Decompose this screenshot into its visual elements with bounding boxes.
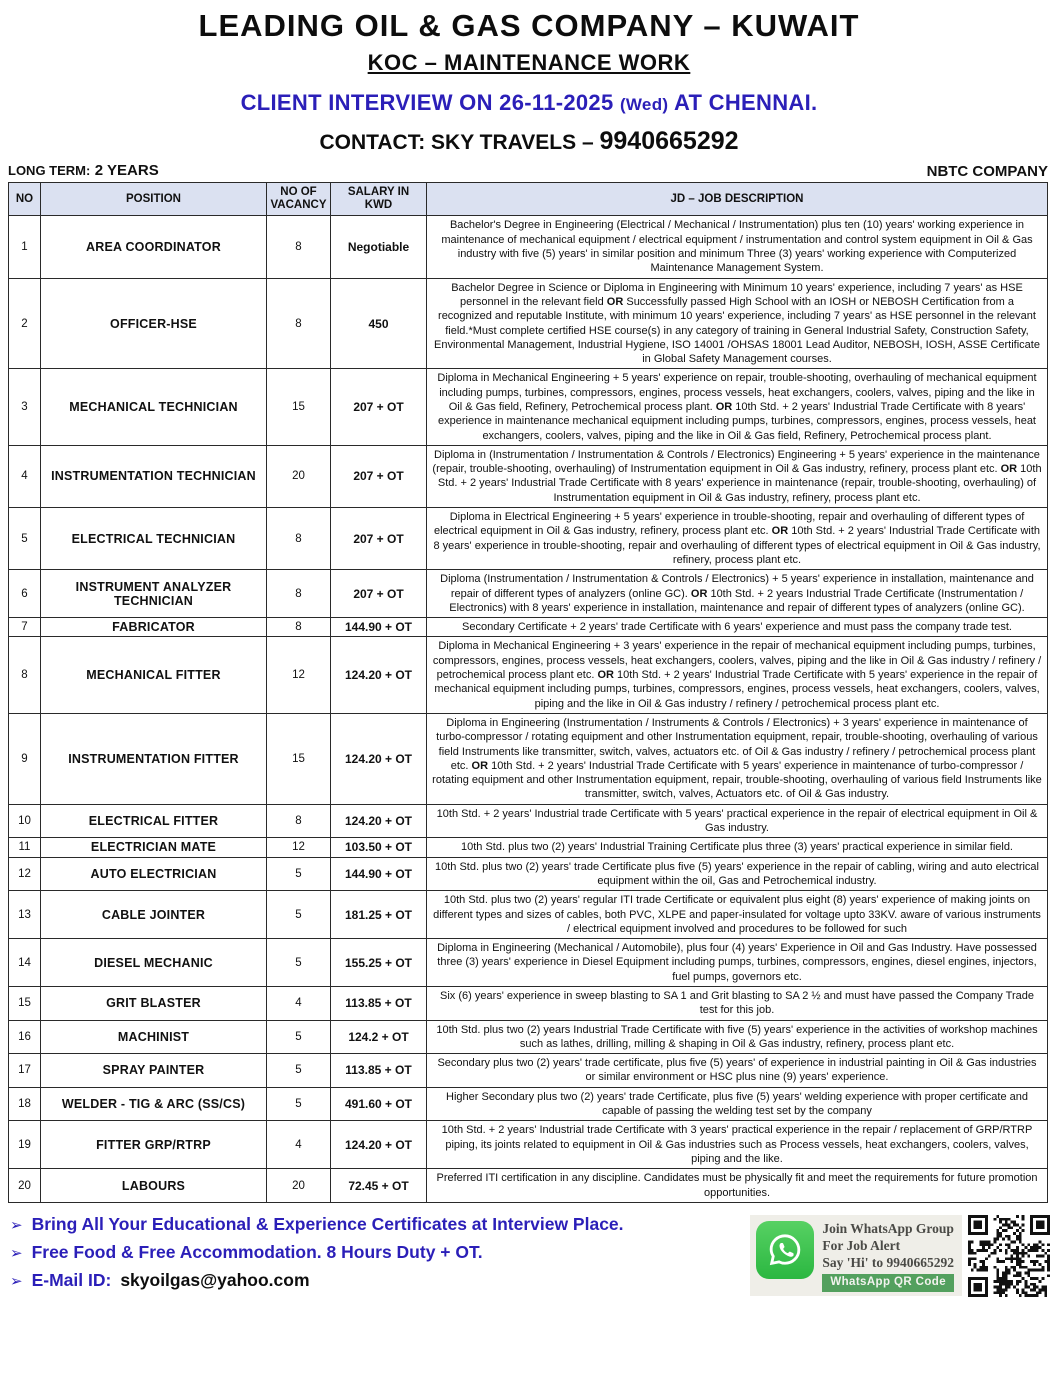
email-address: skyoilgas@yahoo.com (120, 1269, 310, 1290)
salary-value: 207 + OT (331, 445, 427, 507)
note-email (10, 1270, 750, 1291)
salary-value: 103.50 + OT (331, 838, 427, 857)
salary-value: 144.90 + OT (331, 618, 427, 637)
salary-value: 207 + OT (331, 508, 427, 570)
position-name: FITTER GRP/RTRP (41, 1121, 267, 1169)
job-description: Preferred ITI certification in any discipline. Candidates must be physically fit and meet the requirements for future promotion opportunities. (427, 1169, 1048, 1203)
salary-value: 72.45 + OT (331, 1169, 427, 1203)
position-name: ELECTRICAL TECHNICIAN (41, 508, 267, 570)
vacancy-count: 5 (267, 891, 331, 939)
salary-value: 124.2 + OT (331, 1020, 427, 1054)
job-description: Diploma in Engineering (Mechanical / Automobile), plus four (4) years' Experience in Oil and Gas Industry. Have possessed three (3) years' experience in Diesel Equipment including pumps, turbines, compressors, engines, diesel engines, injectors, fuel pumps, governors etc. (427, 939, 1048, 987)
footer-notes (8, 1211, 750, 1298)
position-name: INSTRUMENTATION FITTER (41, 713, 267, 804)
table-row (9, 1054, 1048, 1088)
position-name: OFFICER-HSE (41, 278, 267, 369)
job-description: 10th Std. plus two (2) years' trade Certificate plus five (5) years' experience in the repair of cabling, wiring and auto electrical equipment within the oil, Gas and Petrochemical industry. (427, 857, 1048, 891)
vacancy-count: 12 (267, 838, 331, 857)
vacancy-count: 5 (267, 939, 331, 987)
job-description: Diploma in Mechanical Engineering + 3 years' experience in the repair of mechanical equipment including pumps, turbines, compressors, engines, process vessels, heat exchangers, coolers, valves, piping and the like in Oil & Gas industry / refinery / petrochemical process plant etc. OR 10th Std. + 2 years' Industrial Trade Certificate with 5 years' experience in the repair of mechanical equipment including pumps, turbines, compressors, engines, process vessels, heat exchangers, coolers, valves, piping and the like in Oil & Gas industry / refinery / petrochemical process plant etc. (427, 637, 1048, 713)
row-number: 10 (9, 804, 41, 838)
job-description: 10th Std. plus two (2) years Industrial Trade Certificate with five (5) years' experience in the activities of workshop machines such as lathes, drilling, milling & shaping in Oil & Gas industry, refinery, process plant etc. (427, 1020, 1048, 1054)
interview-day: (Wed) (619, 95, 669, 114)
page-title: LEADING OIL & GAS COMPANY – KUWAIT (198, 8, 860, 43)
whatsapp-icon (756, 1221, 814, 1279)
salary-value: 124.20 + OT (331, 1121, 427, 1169)
row-number: 1 (9, 216, 41, 278)
salary-value: Negotiable (331, 216, 427, 278)
whatsapp-section (750, 1215, 1050, 1297)
table-row (9, 369, 1048, 445)
table-row (9, 1020, 1048, 1054)
note-text: Free Food & Free Accommodation. 8 Hours Duty + OT. (31, 1241, 483, 1262)
table-row (9, 637, 1048, 713)
position-name: INSTRUMENTATION TECHNICIAN (41, 445, 267, 507)
job-description: 10th Std. + 2 years' Industrial trade Certificate with 5 years' practical experience in the repair of electrical equipment in Oil & Gas industry. (427, 804, 1048, 838)
job-description: 10th Std. plus two (2) years' regular ITI trade Certificate or equivalent plus eight (8) years' experience of making joints on different types and sizes of cables, both PVC, XLPE and paper-insulated for voltage upto 33KV. aware of various instruments / electrical equipment involved and procedures to be followed for such (427, 891, 1048, 939)
interview-prefix: CLIENT INTERVIEW ON 26-11-2025 (240, 90, 614, 115)
job-description: 10th Std. plus two (2) years' Industrial Training Certificate plus three (3) years' practical experience in similar field. (427, 838, 1048, 857)
whatsapp-line1: Join WhatsApp Group (822, 1220, 954, 1236)
table-row (9, 891, 1048, 939)
row-number: 3 (9, 369, 41, 445)
position-name: MECHANICAL FITTER (41, 637, 267, 713)
term-info (8, 162, 159, 180)
salary-value: 113.85 + OT (331, 1054, 427, 1088)
position-name: DIESEL MECHANIC (41, 939, 267, 987)
vacancy-count: 5 (267, 857, 331, 891)
note-text: Bring All Your Educational & Experience Certificates at Interview Place. (31, 1213, 624, 1234)
position-name: AREA COORDINATOR (41, 216, 267, 278)
row-number: 19 (9, 1121, 41, 1169)
job-description: 10th Std. + 2 years' Industrial trade Certificate with 3 years' practical experience in the repair / replacement of GRP/RTRP piping, its joints related to equipment in Oil & Gas industries such as Process vessels, heat exchangers, coolers, valves, piping and the like. (427, 1121, 1048, 1169)
position-name: INSTRUMENT ANALYZER TECHNICIAN (41, 570, 267, 618)
table-row (9, 570, 1048, 618)
interview-suffix: AT CHENNAI. (673, 90, 818, 115)
note-food-accommodation (10, 1242, 750, 1263)
table-row (9, 804, 1048, 838)
job-description: Six (6) years' experience in sweep blasting to SA 1 and Grit blasting to SA 2 ½ and must have passed the Company Trade test for this job. (427, 986, 1048, 1020)
salary-value: 124.20 + OT (331, 804, 427, 838)
vacancy-count: 15 (267, 369, 331, 445)
job-description: Diploma in Electrical Engineering + 5 years' experience in trouble-shooting, repair and overhauling of different types of electrical equipment in Oil & Gas industry, refinery, process plant etc. OR 10th Std. + 2 years' Industrial Trade Certificate with 8 years' experience in trouble-shooting, repair and overhauling of different types of electrical equipment in Oil & Gas industry, refinery, process plant etc. (427, 508, 1048, 570)
whatsapp-qr-badge: WhatsApp QR Code (822, 1274, 954, 1291)
vacancy-count: 5 (267, 1054, 331, 1088)
row-number: 18 (9, 1087, 41, 1121)
vacancy-count: 12 (267, 637, 331, 713)
salary-value: 124.20 + OT (331, 637, 427, 713)
col-header-no: NO (9, 183, 41, 216)
salary-value: 207 + OT (331, 570, 427, 618)
row-number: 6 (9, 570, 41, 618)
row-number: 13 (9, 891, 41, 939)
whatsapp-line2: For Job Alert (822, 1237, 901, 1253)
table-row (9, 986, 1048, 1020)
whatsapp-line3: Say 'Hi' to 9940665292 (822, 1254, 954, 1270)
salary-value: 124.20 + OT (331, 713, 427, 804)
position-name: WELDER - TIG & ARC (SS/CS) (41, 1087, 267, 1121)
row-number: 5 (9, 508, 41, 570)
arrow-bullet-icon: ➢ (10, 1216, 23, 1234)
table-row (9, 278, 1048, 369)
vacancy-count: 8 (267, 508, 331, 570)
table-row (9, 1087, 1048, 1121)
row-number: 20 (9, 1169, 41, 1203)
table-row (9, 1121, 1048, 1169)
row-number: 11 (9, 838, 41, 857)
position-name: AUTO ELECTRICIAN (41, 857, 267, 891)
position-name: ELECTRICIAN MATE (41, 838, 267, 857)
position-name: SPRAY PAINTER (41, 1054, 267, 1088)
note-certificates (10, 1214, 750, 1235)
table-row (9, 216, 1048, 278)
job-description: Secondary Certificate + 2 years' trade Certificate with 6 years' experience and must pass the company trade test. (427, 618, 1048, 637)
vacancy-count: 8 (267, 570, 331, 618)
position-name: FABRICATOR (41, 618, 267, 637)
term-value: 2 YEARS (94, 162, 159, 179)
row-number: 14 (9, 939, 41, 987)
arrow-bullet-icon: ➢ (10, 1244, 23, 1262)
table-row (9, 713, 1048, 804)
job-description: Diploma in Mechanical Engineering + 5 years' experience on repair, trouble-shooting, overhauling of mechanical equipment including pumps, turbines, compressors, engines, process vessels, heat exchangers, coolers, valves, piping and the like in Oil & Gas field, Refinery, Petrochemical process plant. OR 10th Std. + 2 years' Industrial Trade Certificate with 8 years' experience in maintenance mechanical equipment including pumps, turbines, compressors, engines, process vessels, heat exchangers, coolers, valves, piping and the like in Oil & Gas field, Refinery, Petrochemical process plant. (427, 369, 1048, 445)
col-header-salary: SALARY IN KWD (331, 183, 427, 216)
term-label: LONG TERM: (8, 163, 91, 178)
table-row (9, 618, 1048, 637)
table-row (9, 445, 1048, 507)
position-name: MACHINIST (41, 1020, 267, 1054)
interview-line (0, 90, 1058, 116)
vacancy-count: 8 (267, 618, 331, 637)
vacancy-count: 4 (267, 1121, 331, 1169)
page-subtitle: KOC – MAINTENANCE WORK (367, 50, 691, 75)
document-footer (0, 1203, 1058, 1304)
table-header-row (9, 183, 1048, 216)
company-name: NBTC COMPANY (926, 163, 1048, 180)
col-header-vacancy: NO OF VACANCY (267, 183, 331, 216)
salary-value: 450 (331, 278, 427, 369)
salary-value: 207 + OT (331, 369, 427, 445)
job-description: Higher Secondary plus two (2) years' trade Certificate, plus five (5) years' welding experience with proper certificate and capable of passing the welding test set by the company (427, 1087, 1048, 1121)
position-name: MECHANICAL TECHNICIAN (41, 369, 267, 445)
job-table-body (9, 216, 1048, 1202)
job-description: Bachelor Degree in Science or Diploma in Engineering with Minimum 10 years' experience, including 7 years' as HSE personnel in the relevant field OR Successfully passed High School with an IOSH or NEBOSH Certification from a recognized and reputable Institute, with minimum 10 years' experience, including 7 years' as HSE personnel in the relevant field.*Must complete certified HSE course(s) in any category of training in General Industrial Safety, Construction Safety, Environmental Management, Industrial Hygiene, ISO 14001 /OHSAS 18001 Lead Auditor, NEBOSH, IOSH, ASSE Certificate in Global Safety Management courses. (427, 278, 1048, 369)
row-number: 8 (9, 637, 41, 713)
table-row (9, 1169, 1048, 1203)
job-description: Secondary plus two (2) years' trade certificate, plus five (5) years' of experience in industrial painting in Oil & Gas industries or similar environment or HSC plus nine (9) years' experience. (427, 1054, 1048, 1088)
vacancy-count: 8 (267, 804, 331, 838)
col-header-position: POSITION (41, 183, 267, 216)
salary-value: 181.25 + OT (331, 891, 427, 939)
arrow-bullet-icon: ➢ (10, 1272, 23, 1290)
whatsapp-qr-code (968, 1215, 1050, 1297)
salary-value: 491.60 + OT (331, 1087, 427, 1121)
position-name: GRIT BLASTER (41, 986, 267, 1020)
salary-value: 144.90 + OT (331, 857, 427, 891)
table-row (9, 857, 1048, 891)
row-number: 7 (9, 618, 41, 637)
email-label: E-Mail ID: (31, 1269, 112, 1290)
contact-line (0, 127, 1058, 156)
table-row (9, 939, 1048, 987)
job-description: Diploma in Engineering (Instrumentation / Instruments & Controls / Electronics) + 3 years' experience in maintenance of turbo-compressor / rotating equipment and other Instrumentation equipment, repair, trouble-shooting, overhauling of various field Instruments like transmitter, switch, valves, actuators etc. of Oil & Gas industry / refinery / petrochemical process plant etc. OR 10th Std. + 2 years' Industrial Trade Certificate with 5 years' experience in maintenance of turbo-compressor / rotating equipment and other Instrumentation equipment, repair, trouble-shooting, overhauling of various field Instruments like transmitter, switch, valves, Actuators etc. of Oil & Gas industry. (427, 713, 1048, 804)
job-description: Diploma in (Instrumentation / Instrumentation & Controls / Electronics) Engineering + 5 years' experience in the maintenance (repair, trouble-shooting, overhauling) of Instrumentation equipment in Oil & Gas industry, refinery, process plant etc. OR 10th Std. + 2 years' Industrial Trade Certificate with 8 years' experience in maintenance (repair, trouble-shooting, overhauling) of Instrumentation equipment in Oil & Gas industry, refinery, process plant etc. (427, 445, 1048, 507)
whatsapp-text-block (822, 1221, 954, 1292)
row-number: 12 (9, 857, 41, 891)
vacancy-count: 20 (267, 445, 331, 507)
table-row (9, 838, 1048, 857)
meta-row (0, 156, 1058, 182)
row-number: 16 (9, 1020, 41, 1054)
contact-label: CONTACT: SKY TRAVELS – (319, 131, 594, 154)
table-row (9, 508, 1048, 570)
vacancy-count: 8 (267, 216, 331, 278)
row-number: 17 (9, 1054, 41, 1088)
row-number: 15 (9, 986, 41, 1020)
vacancy-count: 8 (267, 278, 331, 369)
job-description: Diploma (Instrumentation / Instrumentation & Controls / Electronics) + 5 years' experience in installation, maintenance and repair of different types of analyzers (online GC). OR 10th Std. + 2 years Industrial Trade Certificate (Instrumentation / Electronics) with 8 years' experience in installation, maintenance and repair of different types of analyzers (online GC). (427, 570, 1048, 618)
whatsapp-card (750, 1215, 962, 1296)
row-number: 4 (9, 445, 41, 507)
job-description: Bachelor's Degree in Engineering (Electrical / Mechanical / Instrumentation) plus ten (10) years' working experience in maintenance of mechanical equipment / electrical equipment / instrumentation and control system equipment in Oil & Gas industry with five (5) years' in similar position and minimum Three (3) years' working experience with Computerized Maintenance Management System. (427, 216, 1048, 278)
vacancy-count: 20 (267, 1169, 331, 1203)
position-name: CABLE JOINTER (41, 891, 267, 939)
vacancy-count: 5 (267, 1087, 331, 1121)
vacancy-count: 15 (267, 713, 331, 804)
position-name: ELECTRICAL FITTER (41, 804, 267, 838)
col-header-jd: JD – JOB DESCRIPTION (427, 183, 1048, 216)
job-table (8, 182, 1048, 1203)
position-name: LABOURS (41, 1169, 267, 1203)
contact-phone: 9940665292 (599, 127, 739, 155)
vacancy-count: 4 (267, 986, 331, 1020)
document-header (0, 0, 1058, 156)
row-number: 2 (9, 278, 41, 369)
row-number: 9 (9, 713, 41, 804)
vacancy-count: 5 (267, 1020, 331, 1054)
salary-value: 113.85 + OT (331, 986, 427, 1020)
salary-value: 155.25 + OT (331, 939, 427, 987)
